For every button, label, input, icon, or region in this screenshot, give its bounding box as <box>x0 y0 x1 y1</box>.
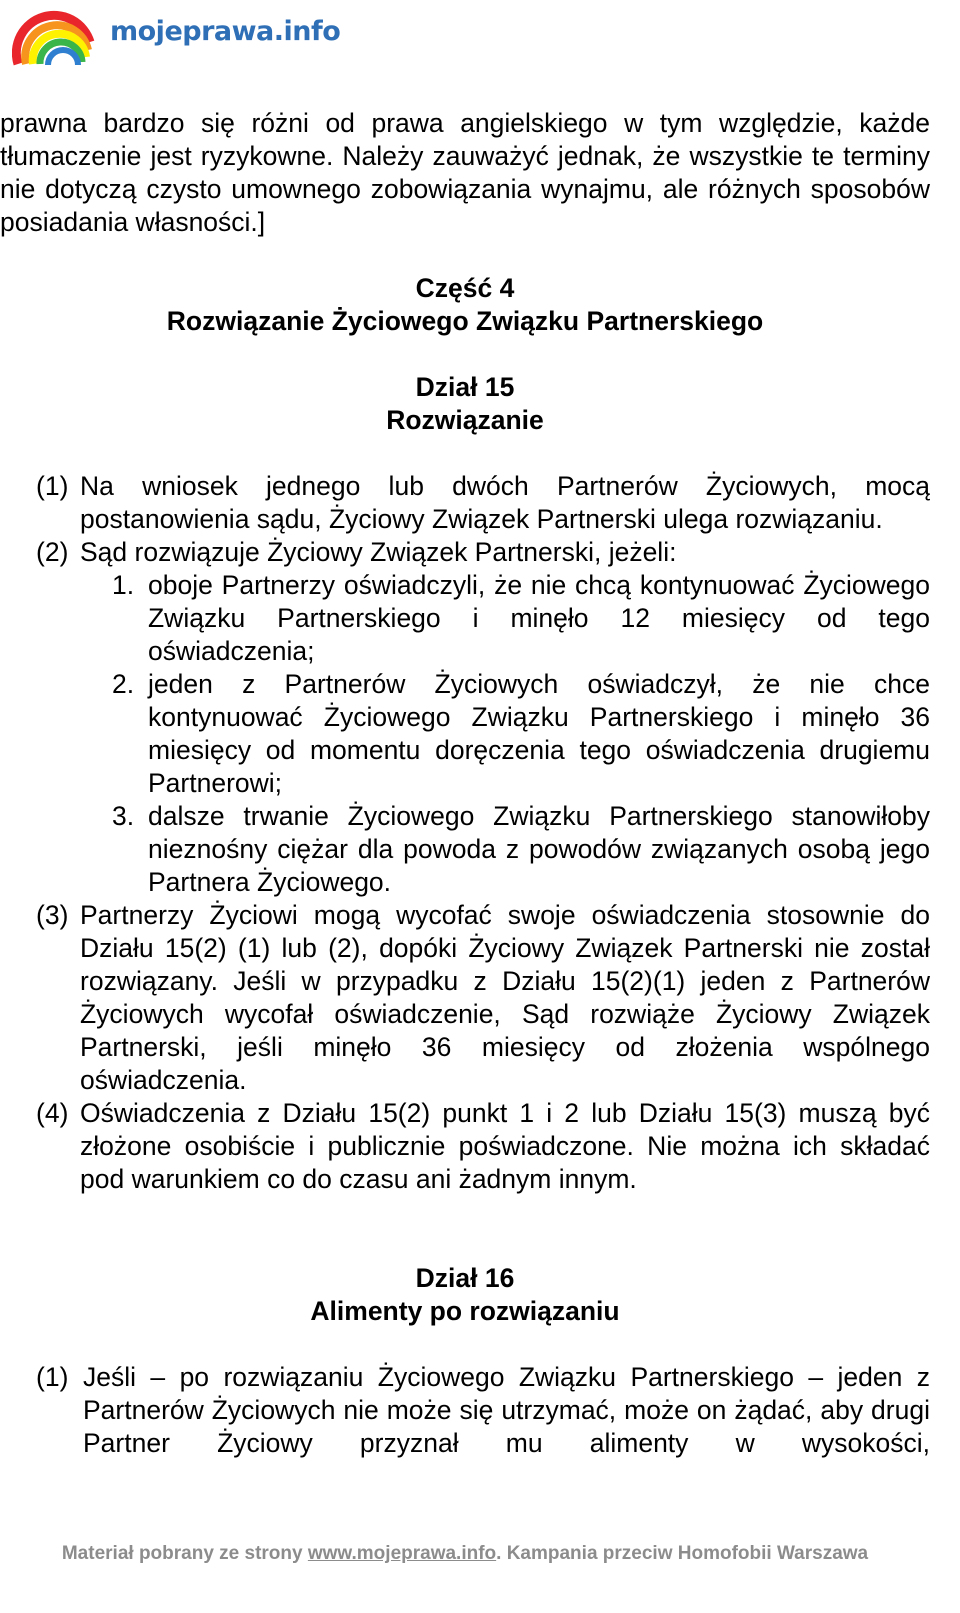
document-body <box>0 107 930 1460</box>
intro-paragraph: prawna bardzo się różni od prawa angielskiego w tym względzie, każde tłumaczenie jest ryzykowne. Należy zauważyć jednak, że wszystkie te terminy nie dotyczą czysto umownego zobowiązania wynajmu, ale różnych sposobów posiadania własności.] <box>0 108 930 237</box>
section-15-subitem-3 <box>0 800 930 899</box>
rainbow-logo-icon <box>12 2 96 68</box>
section-15-subitem-2 <box>0 668 930 800</box>
item-text: Jeśli – po rozwiązaniu Życiowego Związku Partnerskiego – jeden z Partnerów Życiowych nie może się utrzymać, może on żądać, aby drugi Partner Życiowy przyznał mu alimenty w wysokości, <box>83 1362 930 1458</box>
item-number: (1) <box>36 1362 69 1392</box>
item-number: (3) <box>36 900 69 930</box>
section-15-subitem-1 <box>0 569 930 668</box>
part-subtitle: Rozwiązanie Życiowego Związku Partnerskiego <box>166 306 764 336</box>
footer-suffix: . Kampania przeciw Homofobii Warszawa <box>496 1543 869 1564</box>
item-text: Oświadczenia z Działu 15(2) punkt 1 i 2 lub Działu 15(3) muszą być złożone osobiście i publicznie poświadczone. Nie można ich składać pod warunkiem co do czasu ani żadnym innym. <box>80 1098 930 1194</box>
section-16-title: Dział 16 <box>415 1263 515 1293</box>
section-15-item-4 <box>0 1097 930 1196</box>
subitem-number: 2. <box>112 669 135 699</box>
section-15-subtitle: Rozwiązanie <box>386 405 544 435</box>
subitem-text: oboje Partnerzy oświadczyli, że nie chcą kontynuować Życiowego Związku Partnerskiego i minęło 12 miesięcy od tego oświadczenia; <box>148 570 930 666</box>
subitem-number: 3. <box>112 801 135 831</box>
item-number: (1) <box>36 471 69 501</box>
page-footer <box>0 1543 930 1565</box>
item-text: Na wniosek jednego lub dwóch Partnerów Życiowych, mocą postanowienia sądu, Życiowy Związek Partnerski ulega rozwiązaniu. <box>80 471 930 534</box>
item-text: Sąd rozwiązuje Życiowy Związek Partnerski, jeżeli: <box>80 537 677 567</box>
part-title: Część 4 <box>415 273 515 303</box>
footer-prefix: Materiał pobrany ze strony <box>61 1543 308 1564</box>
section-15-title: Dział 15 <box>415 372 515 402</box>
footer-link[interactable]: www.mojeprawa.info <box>307 1543 497 1564</box>
item-number: (4) <box>36 1098 69 1128</box>
subitem-text: jeden z Partnerów Życiowych oświadczył, że nie chce kontynuować Życiowego Związku Partnerskiego i minęło 36 miesięcy od momentu doręczenia tego oświadczenia drugiemu Partnerowi; <box>148 669 930 798</box>
logo-text: mojeprawa.info <box>110 16 341 47</box>
item-text: Partnerzy Życiowi mogą wycofać swoje oświadczenia stosownie do Działu 15(2) (1) lub (2), dopóki Życiowy Związek Partnerski nie został rozwiązany. Jeśli w przypadku z Działu 15(2)(1) jeden z Partnerów Życiowych wycofał oświadczenie, Sąd rozwiąże Życiowy Związek Partnerski, jeśli minęło 36 miesięcy od złożenia wspólnego oświadczenia. <box>80 900 930 1095</box>
subitem-text: dalsze trwanie Życiowego Związku Partnerskiego stanowiłoby nieznośny ciężar dla powoda z powodów związanych osobą jego Partnera Życiowego. <box>148 801 930 897</box>
section-15-item-3 <box>0 899 930 1097</box>
item-number: (2) <box>36 537 69 567</box>
section-16-subtitle: Alimenty po rozwiązaniu <box>310 1296 620 1326</box>
section-16-item-1 <box>0 1361 930 1460</box>
subitem-number: 1. <box>112 570 135 600</box>
section-15-item-1 <box>0 470 930 536</box>
section-15-item-2 <box>0 536 930 569</box>
